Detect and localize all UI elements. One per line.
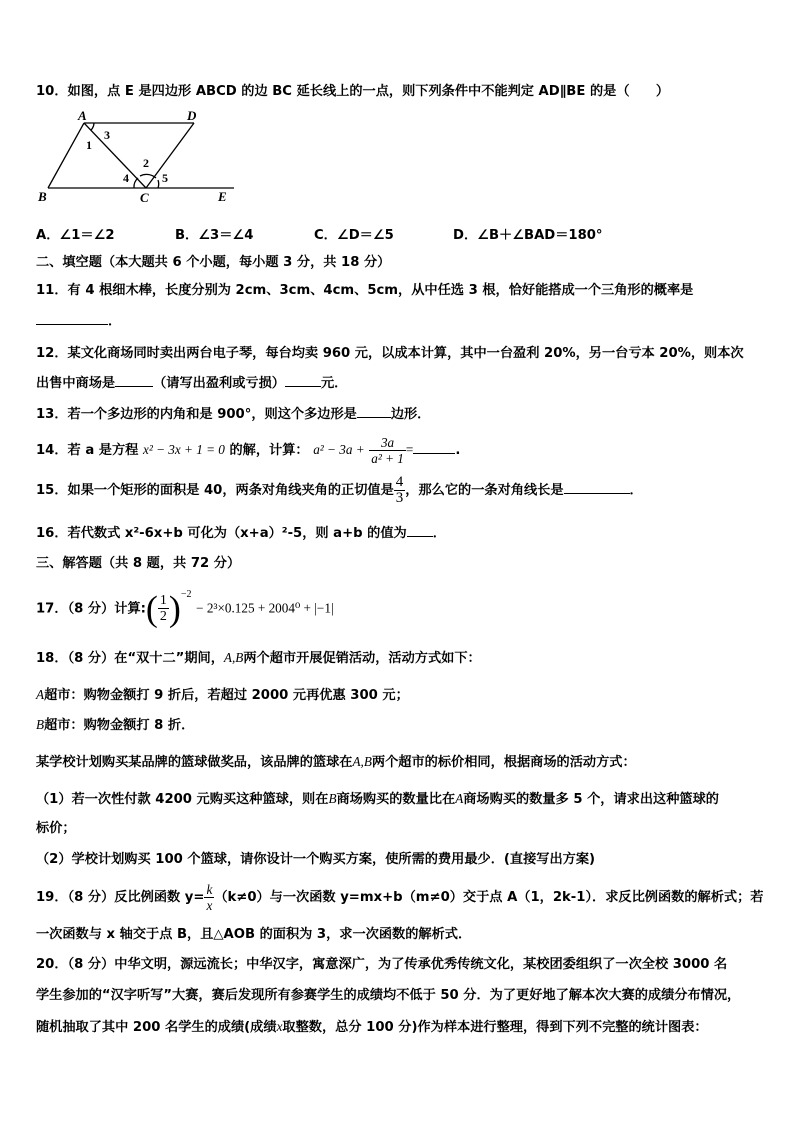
point-label-e: E — [218, 189, 227, 204]
q20-line1: 20．（8 分）中华文明，源远流长；中华汉字，寓意深广，为了传承优秀传统文化，某校团委组织了一次全校 3000 名 — [36, 957, 728, 972]
answer-blank — [407, 524, 433, 537]
answer-blank — [285, 374, 321, 387]
angle-label-5: 5 — [162, 171, 168, 185]
point-label-b: B — [38, 189, 47, 204]
q18-intro: 18．（8 分）在“双十二”期间，A,B两个超市开展促销活动，活动方式如下： — [36, 650, 481, 666]
q11-answer-line: ． — [36, 312, 121, 331]
q15-fraction: $\frac{4}{3}$ — [395, 473, 404, 506]
q17-expression: − 2³×0.125 + 2004⁰ + |−1| — [196, 600, 334, 616]
q18-rule-b: B超市：购物金额打 8 折． — [36, 717, 195, 733]
q10-option-a: A．∠1＝∠2 — [36, 228, 115, 243]
point-label-a: A — [78, 110, 87, 123]
q17-line: 17．（8 分）计算:( $\frac{1}{2}$ )$^{-2}$ − 2³×0.125 + 2004⁰ + |−1| — [36, 588, 334, 629]
q20-line2: 学生参加的“汉字听写”大赛，赛后发现所有参赛学生的成绩均不低于 50 分．为了更好地了解本次大赛的成绩分布情况， — [36, 988, 741, 1003]
q14-line: 14．若 a 是方程 x² − 3x + 1 = 0 的解，计算： a² − 3a + $\frac{3a}{\text{a² + 1}}$ = . — [36, 434, 461, 466]
answer-blank — [413, 441, 455, 454]
q18-part1-line2: 标价； — [36, 821, 76, 836]
q10-option-c: C．∠D＝∠5 — [314, 228, 394, 243]
q12-line1: 12．某文化商场同时卖出两台电子琴，每台均卖 960 元，以成本计算，其中一台盈利 20%，另一台亏本 20%，则本次 — [36, 346, 744, 361]
section-2-heading: 二、填空题（本大题共 6 个小题，每小题 3 分，共 18 分） — [36, 255, 391, 270]
answer-blank — [115, 374, 153, 387]
q18-paragraph: 某学校计划购买某品牌的篮球做奖品，该品牌的篮球在A,B两个超市的标价相同，根据商场的活动方式： — [36, 754, 636, 770]
q14-equation: x² − 3x + 1 = 0 — [142, 442, 225, 457]
q15-line: 15．如果一个矩形的面积是 40，两条对角线夹角的正切值是 $\frac{4}{3}$ ，那么它的一条对角线长是 ． — [36, 473, 643, 506]
q11-stem: 11．有 4 根细木棒，长度分别为 2cm、3cm、4cm、5cm，从中任选 3 根，恰好能搭成一个三角形的概率是 — [36, 283, 694, 298]
q16-line: 16．若代数式 x²-6x+b 可化为（x+a）²-5，则 a+b 的值为 ． — [36, 526, 446, 541]
q10-option-b: B．∠3＝∠4 — [175, 228, 254, 243]
q14-fraction: $\frac{3a}{\text{a² + 1}}$ — [371, 434, 404, 466]
q10-option-d: D．∠B＋∠BAD＝180° — [453, 228, 603, 243]
q20-line3: 随机抽取了其中 200 名学生的成绩(成绩x取整数，总分 100 分)作为样本进行整理，得到下列不完整的统计图表： — [36, 1019, 708, 1035]
q18-rule-a: A超市：购物金额打 9 折后，若超过 2000 元再优惠 300 元； — [36, 687, 409, 703]
q12-line2: 出售中商场是 （请写出盈利或亏损） 元． — [36, 376, 348, 391]
q19-line1: 19．（8 分）反比例函数 y= $\frac{k}{x}$ （k≠0）与一次函数 y=mx+b（m≠0）交于点 A（1，2k-1）．求反比例函数的解析式；若 — [36, 881, 764, 913]
point-label-c: C — [140, 190, 149, 205]
section-3-heading: 三、解答题（共 8 题，共 72 分） — [36, 556, 241, 571]
q19-line2: 一次函数与 x 轴交于点 B，且△AOB 的面积为 3，求一次函数的解析式． — [36, 927, 472, 942]
answer-blank — [357, 405, 391, 418]
q19-fraction: $\frac{k}{x}$ — [206, 881, 213, 913]
q10-stem: 10．如图，点 E 是四边形 ABCD 的边 BC 延长线上的一点，则下列条件中不能判定 AD∥BE 的是（ ） — [36, 84, 670, 99]
angle-label-4: 4 — [123, 171, 129, 185]
point-label-d: D — [187, 110, 197, 123]
q18-part1-line1: （1）若一次性付款 4200 元购买这种篮球，则在B商场购买的数量比在A商场购买的数量多 5 个，请求出这种篮球的 — [36, 791, 719, 807]
angle-label-1: 1 — [86, 138, 92, 152]
q13-line: 13．若一个多边形的内角和是 900°，则这个多边形是 边形． — [36, 407, 431, 422]
q14-expression: a² − 3a + — [313, 442, 365, 457]
angle-label-2: 2 — [143, 156, 149, 170]
angle-label-3: 3 — [104, 128, 110, 142]
q17-fraction: $\frac{1}{2}$ — [159, 592, 167, 624]
q18-part2: （2）学校计划购买 100 个篮球，请你设计一个购买方案，使所需的费用最少．(直接写出方案) — [36, 852, 596, 867]
answer-blank — [564, 481, 630, 494]
answer-blank — [36, 312, 108, 325]
q10-figure — [34, 110, 274, 206]
